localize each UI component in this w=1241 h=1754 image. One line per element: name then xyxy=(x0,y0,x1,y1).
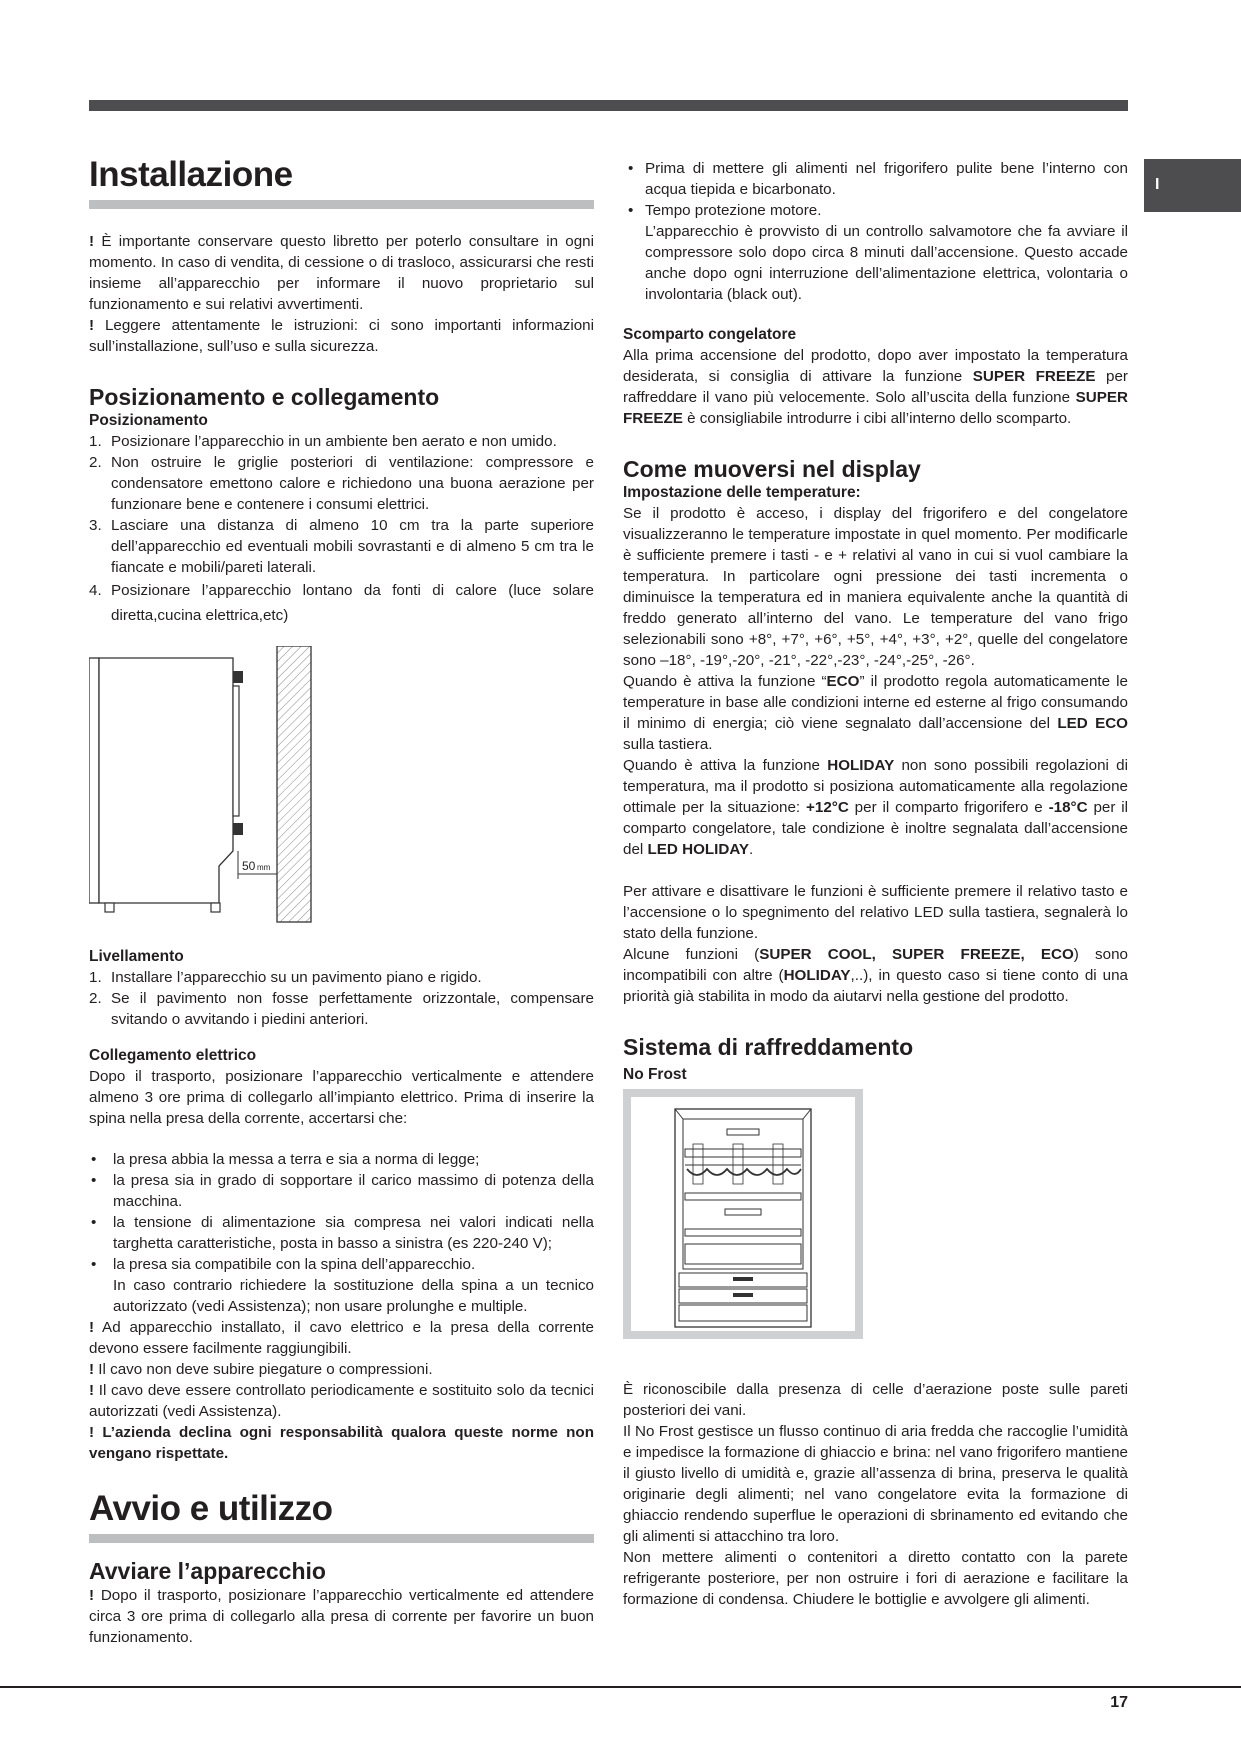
item-text: Installare l’apparecchio su un pavimento piano e rigido. xyxy=(111,969,482,986)
item-text: Lasciare una distanza di almeno 10 cm tra la parte superiore dell’apparecchio ed eventuali mobili sovrastanti e di almeno 5 cm tra le fiancate e mobili/pareti laterali. xyxy=(111,517,594,576)
warning-1-text: Ad apparecchio installato, il cavo elettrico e la presa della corrente devono essere facilmente raggiungibili. xyxy=(89,1319,594,1357)
avviare-paragraph xyxy=(89,1585,594,1648)
item-text: la presa abbia la messa a terra e sia a norma di legge; xyxy=(113,1151,480,1168)
nofrost-text-1: È riconoscibile dalla presenza di celle d’aerazione poste sulle pareti posteriori dei vani. xyxy=(623,1381,1128,1419)
led-holiday-label: LED HOLIDAY xyxy=(647,841,750,858)
intro-paragraph-2 xyxy=(89,315,594,357)
scomparto-text-1: Alla prima accensione del prodotto, dopo aver impostato la temperatura desiderata, si consiglia di attivare la funzione xyxy=(623,347,1128,385)
livellamento-title: Livellamento xyxy=(89,948,184,965)
item-number: 2. xyxy=(89,454,102,471)
clearance-value: 50 xyxy=(242,859,256,873)
contrario-text-end: ); non usare prolunghe e multiple. xyxy=(301,1298,528,1315)
warning-mark: ! xyxy=(89,317,95,334)
avvio-title: Avvio e utilizzo xyxy=(89,1486,594,1543)
list-item xyxy=(89,988,594,1030)
holiday-text-1: Quando è attiva la funzione xyxy=(623,757,828,774)
list-item xyxy=(89,1254,594,1317)
eco-text-2: ” il prodotto regola automaticamente le temperature in base alle condizioni interne ed esterne al frigo consumando il minimo di energia; ciò viene segnalato dall’accensione del xyxy=(623,673,1128,732)
holiday-label: HOLIDAY xyxy=(783,967,851,984)
collegamento-title: Collegamento elettrico xyxy=(89,1047,257,1064)
holiday-text-3: per il comparto frigorifero e xyxy=(848,799,1049,816)
installation-clearance-diagram xyxy=(89,646,594,941)
bullet-mark: • xyxy=(628,160,634,177)
impostazione-title: Impostazione delle temperature: xyxy=(623,484,861,501)
eco-label: ECO xyxy=(826,673,860,690)
warning-mark: ! xyxy=(89,1587,95,1604)
left-column xyxy=(89,152,594,1648)
nofrost-title: No Frost xyxy=(623,1066,687,1083)
assistenza-link[interactable]: vedi Assistenza xyxy=(196,1298,302,1315)
item-text: la tensione di alimentazione sia compresa nei valori indicati nella targhetta caratteristiche, posta in basso a sinistra (es 220-240 V); xyxy=(113,1214,594,1252)
impostazione-text: Se il prodotto è acceso, i display del frigorifero e del congelatore visualizzeranno le temperature impostate in quel momento. Per modificarle è sufficiente premere i tasti - e + relativi al vano in cui si vuol cambiare la temperatura. In particolare ogni pressione dei tasti incrementa o diminuisce la temperatura ed in maniera equivalente anche la quantità di freddo generato all’interno del vano. Le temperature del vano frigo selezionabili sono +8°, +7°, +6°, +5°, +4°, +3°, +2°, quelle del congelatore sono –18°, -19°,-20°, -21°, -22°,-23°, -24°,-25°, -26°. xyxy=(623,505,1128,669)
holiday-paragraph xyxy=(623,755,1128,860)
warning-2-text: Il cavo non deve subire piegature o compressioni. xyxy=(94,1361,433,1378)
super-freeze-label: SUPER FREEZE xyxy=(972,368,1096,385)
warning-4: ! L’azienda declina ogni responsabilità qualora queste norme non vengano rispettate. xyxy=(89,1424,594,1462)
fridge-temp-label: +12°C xyxy=(806,799,849,816)
livellamento-list xyxy=(89,967,594,1030)
bullet-mark: • xyxy=(628,202,634,219)
alcune-text-3: ,..), in questo caso si tiene conto di una priorità già stabilita in modo da aiutarvi nella gestione del prodotto. xyxy=(623,967,1128,1005)
fridge-interior-image xyxy=(623,1089,863,1339)
holiday-text-4: per il comparto congelatore, tale condizione è inoltre segnalata dall’accensione del xyxy=(623,799,1128,858)
bullet-mark: • xyxy=(91,1256,97,1273)
list-item xyxy=(623,158,1128,200)
right-bullets xyxy=(623,158,1128,305)
holiday-text-5: . xyxy=(749,841,754,858)
collegamento-bullets xyxy=(89,1149,594,1317)
intro-text-1: È importante conservare questo libretto per poterlo consultare in ogni momento. In caso di vendita, di cessione o di trasloco, assicurarsi che resti insieme all’apparecchio per informare il nuovo proprietario sul funzionamento e sui relativi avvertimenti. xyxy=(89,233,594,313)
warning-mark: ! xyxy=(89,1319,95,1336)
sistema-title: Sistema di raffreddamento xyxy=(623,1034,914,1060)
bullet-mark: • xyxy=(91,1214,97,1231)
header-rule xyxy=(89,100,1128,111)
installazione-title: Installazione xyxy=(89,152,594,209)
item-text: Posizionare l’apparecchio lontano da fonti di calore (luce solare diretta,cucina elettrica,etc) xyxy=(111,582,594,624)
item-text: Tempo protezione motore. xyxy=(645,202,822,219)
alcune-text-2: ) sono incompatibili con altre ( xyxy=(623,946,1128,984)
warning-mark: ! xyxy=(89,1361,95,1378)
scomparto-paragraph xyxy=(623,345,1128,429)
collegamento-text: Dopo il trasporto, posizionare l’apparecchio verticalmente e attendere almeno 3 ore prima di collegarlo all’impianto elettrico. Prima di inserire la spina nella presa della corrente, accertarsi che: xyxy=(89,1068,594,1127)
scomparto-text-2: per raffreddare il vano più velocemente. Solo all’uscita della funzione xyxy=(623,368,1128,406)
scomparto-title: Scomparto congelatore xyxy=(623,326,797,343)
scomparto-text-3: è consigliabile introdurre i cibi all’interno dello scomparto. xyxy=(682,410,1072,427)
warning-3 xyxy=(89,1380,594,1422)
super-freeze-label: SUPER FREEZE xyxy=(623,389,1128,427)
item-text: Se il pavimento non fosse perfettamente orizzontale, compensare svitando o avvitando i piedini anteriori. xyxy=(111,990,594,1028)
functions-label: SUPER COOL, SUPER FREEZE, ECO xyxy=(759,946,1074,963)
intro-paragraph-1 xyxy=(89,231,594,315)
item-text: Prima di mettere gli alimenti nel frigorifero pulite bene l’interno con acqua tiepida e bicarbonato. xyxy=(645,160,1128,198)
led-eco-label: LED ECO xyxy=(1057,715,1128,732)
list-item xyxy=(89,1170,594,1212)
list-item xyxy=(89,967,594,988)
contrario-text: In caso contrario richiedere la sostituzione della spina a un tecnico autorizzato ( xyxy=(113,1277,594,1315)
nofrost-text-2: Il No Frost gestisce un flusso continuo di aria fredda che raccoglie l’umidità e impedisce la formazione di ghiaccio e brina: nel vano frigorifero mantiene il giusto livello di umidità e, grazie all’assenza di brina, preserva le qualità originarie degli alimenti; nel vano congelatore evita la formazione di ghiaccio rendendo superflue le operazioni di sbrinamento ed evitando che gli alimenti si attacchino tra loro. xyxy=(623,1423,1128,1545)
bullet-mark: • xyxy=(91,1172,97,1189)
item-number: 2. xyxy=(89,990,102,1007)
motore-text: L’apparecchio è provvisto di un controllo salvamotore che fa avviare il compressore solo dopo circa 8 minuti dall’accensione. Questo accade anche dopo ogni interruzione dell’alimentazione elettrica, volontaria o involontaria (black out). xyxy=(645,223,1128,303)
warning-mark: ! xyxy=(89,1382,95,1399)
list-item xyxy=(89,578,594,628)
language-tab-label: I xyxy=(1155,176,1160,193)
avviare-title: Avviare l’apparecchio xyxy=(89,1558,326,1584)
right-column xyxy=(623,158,1128,1610)
list-item xyxy=(89,1149,594,1170)
item-text: la presa sia compatibile con la spina dell’apparecchio. xyxy=(113,1256,476,1273)
warning-3-text: Il cavo deve essere controllato periodicamente e sostituito solo da tecnici autorizzati (vedi Assistenza). xyxy=(89,1382,594,1420)
item-text: la presa sia in grado di sopportare il carico massimo di potenza della macchina. xyxy=(113,1172,594,1210)
item-number: 1. xyxy=(89,969,102,986)
eco-paragraph xyxy=(623,671,1128,755)
warning-mark: ! xyxy=(89,233,95,250)
posizionamento-title: Posizionamento xyxy=(89,412,208,429)
language-tab xyxy=(1144,159,1241,212)
list-item xyxy=(89,452,594,515)
page-number: 17 xyxy=(1110,1694,1128,1711)
holiday-text-2: non sono possibili regolazioni di temperatura, ma il prodotto si posiziona automaticamente alla regolazione ottimale per la situazione: xyxy=(623,757,1128,816)
list-item xyxy=(623,200,1128,305)
fridge-interior-graphic xyxy=(623,1089,863,1339)
list-item xyxy=(89,515,594,578)
item-number: 1. xyxy=(89,433,102,450)
holiday-label: HOLIDAY xyxy=(827,757,895,774)
list-item xyxy=(89,431,594,452)
intro-text-2: Leggere attentamente le istruzioni: ci sono importanti informazioni sull’installazione, sull’uso e sulla sicurezza. xyxy=(89,317,594,355)
attivare-text: Per attivare e disattivare le funzioni è sufficiente premere il relativo tasto e l’accensione o lo spegnimento del relativo LED sulla tastiera, segnalerà lo stato della funzione. xyxy=(623,883,1128,942)
installation-diagram-graphic xyxy=(89,646,594,941)
list-item xyxy=(89,1212,594,1254)
bullet-mark: • xyxy=(91,1151,97,1168)
freezer-temp-label: -18°C xyxy=(1048,799,1088,816)
eco-text-1: Quando è attiva la funzione “ xyxy=(623,673,827,690)
display-title: Come muoversi nel display xyxy=(623,456,921,482)
pos-collegamento-title: Posizionamento e collegamento xyxy=(89,384,440,410)
warning-2 xyxy=(89,1359,594,1380)
alcune-text-1: Alcune funzioni ( xyxy=(623,946,760,963)
warning-1 xyxy=(89,1317,594,1359)
clearance-unit: mm xyxy=(257,863,271,872)
alcune-paragraph xyxy=(623,944,1128,1007)
eco-text-3: sulla tastiera. xyxy=(623,736,713,753)
avviare-text: Dopo il trasporto, posizionare l’apparecchio verticalmente ed attendere circa 3 ore prima di collegarlo alla presa di corrente per favorire un buon funzionamento. xyxy=(89,1587,594,1646)
item-number: 4. xyxy=(89,582,102,599)
item-number: 3. xyxy=(89,517,102,534)
item-text: Non ostruire le griglie posteriori di ventilazione: compressore e condensatore emettono calore e richiedono una buona aerazione per funzionare bene e contenere i consumi elettrici. xyxy=(111,454,594,513)
footer-rule xyxy=(0,1686,1241,1688)
nofrost-text-3: Non mettere alimenti o contenitori a diretto contatto con la parete refrigerante posteriore, per non ostruire i fori di aerazione e facilitare la formazione di condensa. Chiudere le bottiglie e avvolgere gli alimenti. xyxy=(623,1549,1128,1608)
posizionamento-list xyxy=(89,431,594,628)
item-text: Posizionare l’apparecchio in un ambiente ben aerato e non umido. xyxy=(111,433,557,450)
